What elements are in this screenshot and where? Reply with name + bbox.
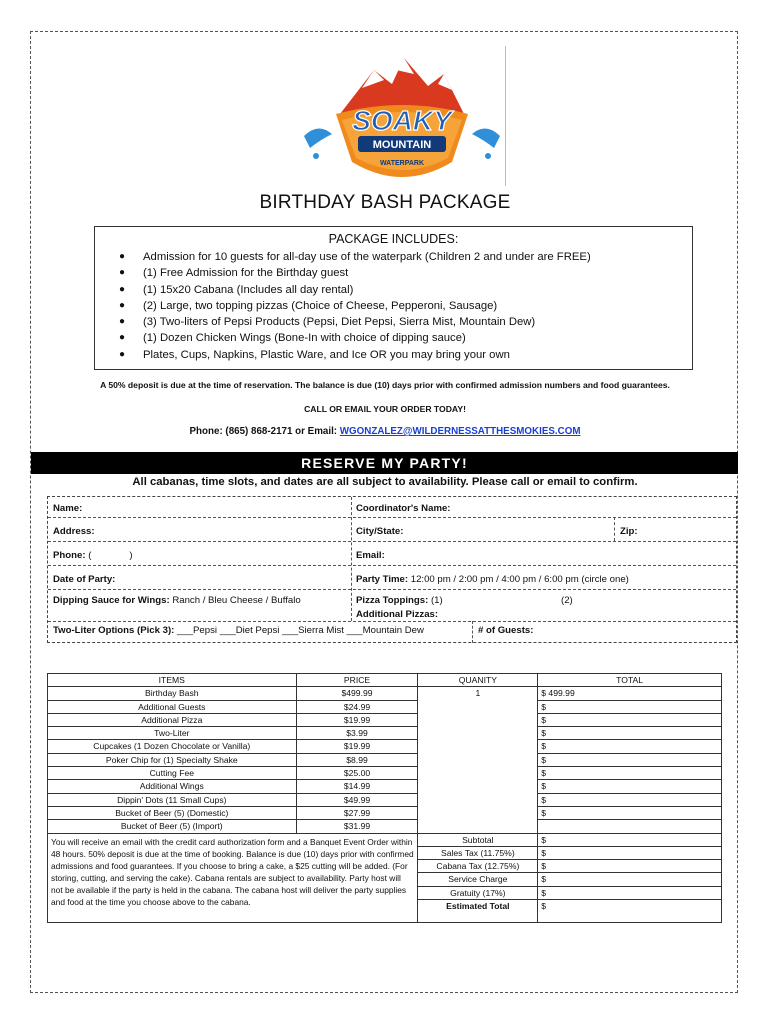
item-qty[interactable] [418, 793, 538, 806]
contact-phone: Phone: (865) 868-2171 or Email: [189, 426, 340, 437]
form-divider [48, 589, 736, 590]
summary-value: $ [538, 886, 722, 899]
item-price: $3.99 [296, 727, 418, 740]
item-total: $ [538, 793, 722, 806]
name-field[interactable]: Name: [53, 503, 83, 514]
list-item: ● (1) Dozen Chicken Wings (Bone-In with choice of dipping sauce) [119, 332, 466, 345]
item-total: $ [538, 740, 722, 753]
form-divider [48, 517, 736, 518]
call-note: CALL OR EMAIL YOUR ORDER TODAY! [304, 404, 466, 414]
availability-note: All cabanas, time slots, and dates are all subject to availability. Please call or email to confirm. [132, 476, 638, 488]
table-row [48, 727, 722, 740]
table-row [48, 687, 722, 700]
item-qty[interactable] [418, 740, 538, 753]
table-row [48, 820, 722, 833]
item-name: Additional Guests [48, 700, 297, 713]
item-price: $8.99 [296, 753, 418, 766]
reservation-form [47, 496, 737, 643]
logo-word-soaky: SOAKY [352, 105, 452, 136]
table-row [48, 780, 722, 793]
date-field[interactable]: Date of Party: [53, 574, 116, 585]
pizza-toppings-second[interactable]: (2) [561, 595, 573, 606]
estimated-total-value: $ [538, 900, 722, 923]
header-items: ITEMS [48, 674, 297, 687]
item-price: $19.99 [296, 740, 418, 753]
deposit-note: A 50% deposit is due at the time of reservation. The balance is due (10) days prior with confirmed admission numbers and food guarantees. [100, 380, 670, 390]
table-row [48, 806, 722, 819]
list-item: ● (3) Two-liters of Pepsi Products (Pepsi, Diet Pepsi, Sierra Mist, Mountain Dew) [119, 316, 536, 329]
item-qty[interactable] [418, 780, 538, 793]
summary-label: Cabana Tax (12.75%) [418, 860, 538, 873]
guests-field[interactable]: # of Guests: [478, 625, 534, 636]
item-price: $14.99 [296, 780, 418, 793]
phone-field[interactable]: Phone: ( ) [53, 550, 133, 561]
package-title: BIRTHDAY BASH PACKAGE [259, 192, 511, 213]
logo-word-mountain: MOUNTAIN [372, 139, 432, 151]
form-divider [472, 621, 473, 643]
form-divider [48, 541, 736, 542]
item-total [538, 820, 722, 833]
table-row [48, 793, 722, 806]
item-total: $ [538, 767, 722, 780]
table-row [48, 700, 722, 713]
item-total: $ [538, 780, 722, 793]
item-name: Bucket of Beer (5) (Domestic) [48, 806, 297, 819]
coordinator-field[interactable]: Coordinator's Name: [356, 503, 451, 514]
form-divider [48, 565, 736, 566]
table-header-row [48, 674, 722, 687]
item-price: $24.99 [296, 700, 418, 713]
list-item: ● (1) 15x20 Cabana (Includes all day rental) [119, 283, 354, 296]
logo-divider [505, 46, 506, 186]
item-total: $ [538, 753, 722, 766]
summary-value: $ [538, 833, 722, 846]
item-qty[interactable]: 1 [418, 687, 538, 700]
item-qty[interactable] [418, 767, 538, 780]
table-row [48, 753, 722, 766]
item-qty[interactable] [418, 700, 538, 713]
list-item: ● (1) Free Admission for the Birthday guest [119, 267, 349, 280]
table-row [48, 713, 722, 726]
email-field[interactable]: Email: [356, 550, 385, 561]
item-name: Bucket of Beer (5) (Import) [48, 820, 297, 833]
item-total: $ [538, 727, 722, 740]
item-total: $ [538, 713, 722, 726]
city-state-field[interactable]: City/State: [356, 526, 404, 537]
table-row [48, 767, 722, 780]
summary-label: Sales Tax (11.75%) [418, 846, 538, 859]
item-qty[interactable] [418, 753, 538, 766]
item-price: $19.99 [296, 713, 418, 726]
item-name: Birthday Bash [48, 687, 297, 700]
item-name: Additional Wings [48, 780, 297, 793]
list-item: ● (2) Large, two topping pizzas (Choice of Cheese, Pepperoni, Sausage) [119, 299, 498, 312]
items-table [47, 673, 722, 923]
summary-label: Gratuity (17%) [418, 886, 538, 899]
form-divider [48, 621, 736, 622]
header-quantity: QUANITY [418, 674, 538, 687]
summary-value: $ [538, 873, 722, 886]
item-qty[interactable] [418, 713, 538, 726]
summary-row [48, 833, 722, 846]
additional-pizzas-field[interactable]: Additional Pizzas: [356, 609, 439, 620]
item-qty[interactable] [418, 820, 538, 833]
contact-line [0, 426, 770, 437]
item-name: Cutting Fee [48, 767, 297, 780]
item-qty[interactable] [418, 727, 538, 740]
item-name: Poker Chip for (1) Specialty Shake [48, 753, 297, 766]
header-price: PRICE [296, 674, 418, 687]
pizza-toppings-field[interactable]: Pizza Toppings: (1) [356, 595, 443, 606]
item-qty[interactable] [418, 806, 538, 819]
item-total: $ [538, 700, 722, 713]
two-liter-field[interactable]: Two-Liter Options (Pick 3): ___Pepsi ___Diet Pepsi ___Sierra Mist ___Mountain Dew [53, 625, 424, 636]
item-name: Cupcakes (1 Dozen Chocolate or Vanilla) [48, 740, 297, 753]
list-item: ● Admission for 10 guests for all-day use of the waterpark (Children 2 and under are FREE) [119, 251, 591, 263]
party-time-field[interactable]: Party Time: 12:00 pm / 2:00 pm / 4:00 pm / 6:00 pm (circle one) [356, 574, 629, 585]
summary-value: $ [538, 860, 722, 873]
dipping-sauce-field[interactable]: Dipping Sauce for Wings: Ranch / Bleu Cheese / Buffalo [53, 595, 301, 606]
address-field[interactable]: Address: [53, 526, 95, 537]
zip-field[interactable]: Zip: [620, 526, 638, 537]
summary-value: $ [538, 846, 722, 859]
reserve-banner: RESERVE MY PARTY! [31, 452, 738, 474]
item-total: $ [538, 806, 722, 819]
table-row [48, 740, 722, 753]
form-divider [351, 497, 352, 621]
header-total: TOTAL [538, 674, 722, 687]
summary-label: Subtotal [418, 833, 538, 846]
estimated-total-label: Estimated Total [418, 900, 538, 923]
includes-heading: PACKAGE INCLUDES: [328, 232, 459, 246]
item-price: $49.99 [296, 793, 418, 806]
summary-label: Service Charge [418, 873, 538, 886]
form-divider [614, 517, 615, 541]
soaky-mountain-logo [296, 44, 508, 186]
package-includes-box [94, 226, 693, 370]
email-link[interactable]: WGONZALEZ@WILDERNESSATTHESMOKIES.COM [339, 426, 581, 437]
item-name: Two-Liter [48, 727, 297, 740]
list-item: ● Plates, Cups, Napkins, Plastic Ware, and Ice OR you may bring your own [119, 348, 510, 361]
item-price: $27.99 [296, 806, 418, 819]
item-total: $ 499.99 [538, 687, 722, 700]
logo-word-waterpark: WATERPARK [379, 160, 425, 167]
item-name: Additional Pizza [48, 713, 297, 726]
item-price: $25.00 [296, 767, 418, 780]
item-name: Dippin' Dots (11 Small Cups) [48, 793, 297, 806]
item-price: $31.99 [296, 820, 418, 833]
terms-text: You will receive an email with the credit card authorization form and a Banquet Event Order within 48 hours. 50% deposit is due at the time of booking. Balance is due (10) days prior with confirmed admissions and food guarantees. If you choose to bring a cake, a $25 cutting will be added. (For storing, cutting, and serving the cake). Cabana rentals are subject to availability. Party host will not be available if the party is held in the cabana. The cabana host will deliver the party supplies and food at the time you choose above to the cabana. [48, 833, 418, 922]
item-price: $499.99 [296, 687, 418, 700]
includes-list [95, 249, 692, 363]
